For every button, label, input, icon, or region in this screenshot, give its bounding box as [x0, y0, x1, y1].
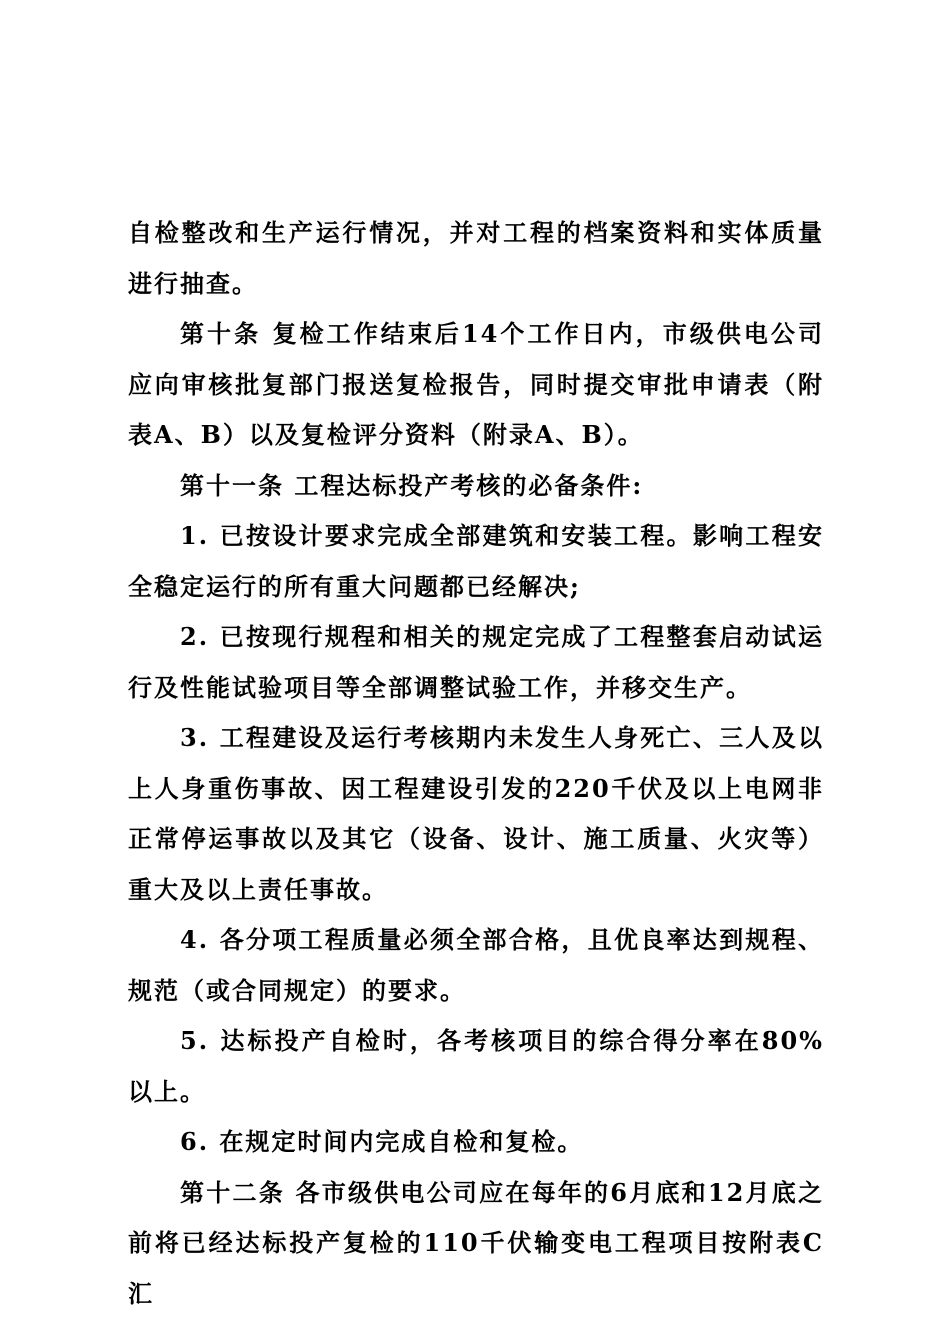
paragraph-condition-5: 5. 达标投产自检时，各考核项目的综合得分率在80%以上。: [128, 1026, 824, 1106]
paragraph-condition-2: 2. 已按现行规程和相关的规定完成了工程整套启动试运行及性能试验项目等全部调整试验工作，并移交生产。: [128, 622, 824, 702]
paragraph-condition-4: 4. 各分项工程质量必须全部合格，且优良率达到规程、规范（或合同规定）的要求。: [128, 925, 824, 1005]
paragraph-article-11: 第十一条 工程达标投产考核的必备条件:: [180, 470, 644, 500]
paragraph-article-10: 第十条 复检工作结束后14个工作日内，市级供电公司应向审核批复部门报送复检报告，同时提交审批申请表（附表A、B）以及复检评分资料（附录A、B）。: [128, 319, 824, 449]
paragraph-article-12: 第十二条 各市级供电公司应在每年的6月底和12月底之前将已经达标投产复检的110千伏输变电工程项目按附表C汇: [128, 1177, 824, 1308]
paragraph-condition-1: 1. 已按设计要求完成全部建筑和安装工程。影响工程安全稳定运行的所有重大问题都已经解决;: [128, 521, 824, 601]
paragraph-condition-6: 6. 在规定时间内完成自检和复检。: [180, 1127, 584, 1156]
paragraph-condition-3: 3. 工程建设及运行考核期内未发生人身死亡、三人及以上人身重伤事故、因工程建设引发的220千伏及以上电网非正常停运事故以及其它（设备、设计、施工质量、火灾等）重大及以上责任事故。: [128, 723, 824, 904]
paragraph-continuation: 自检整改和生产运行情况，并对工程的档案资料和实体质量进行抽查。: [128, 218, 824, 298]
document-body: [128, 208, 824, 1319]
